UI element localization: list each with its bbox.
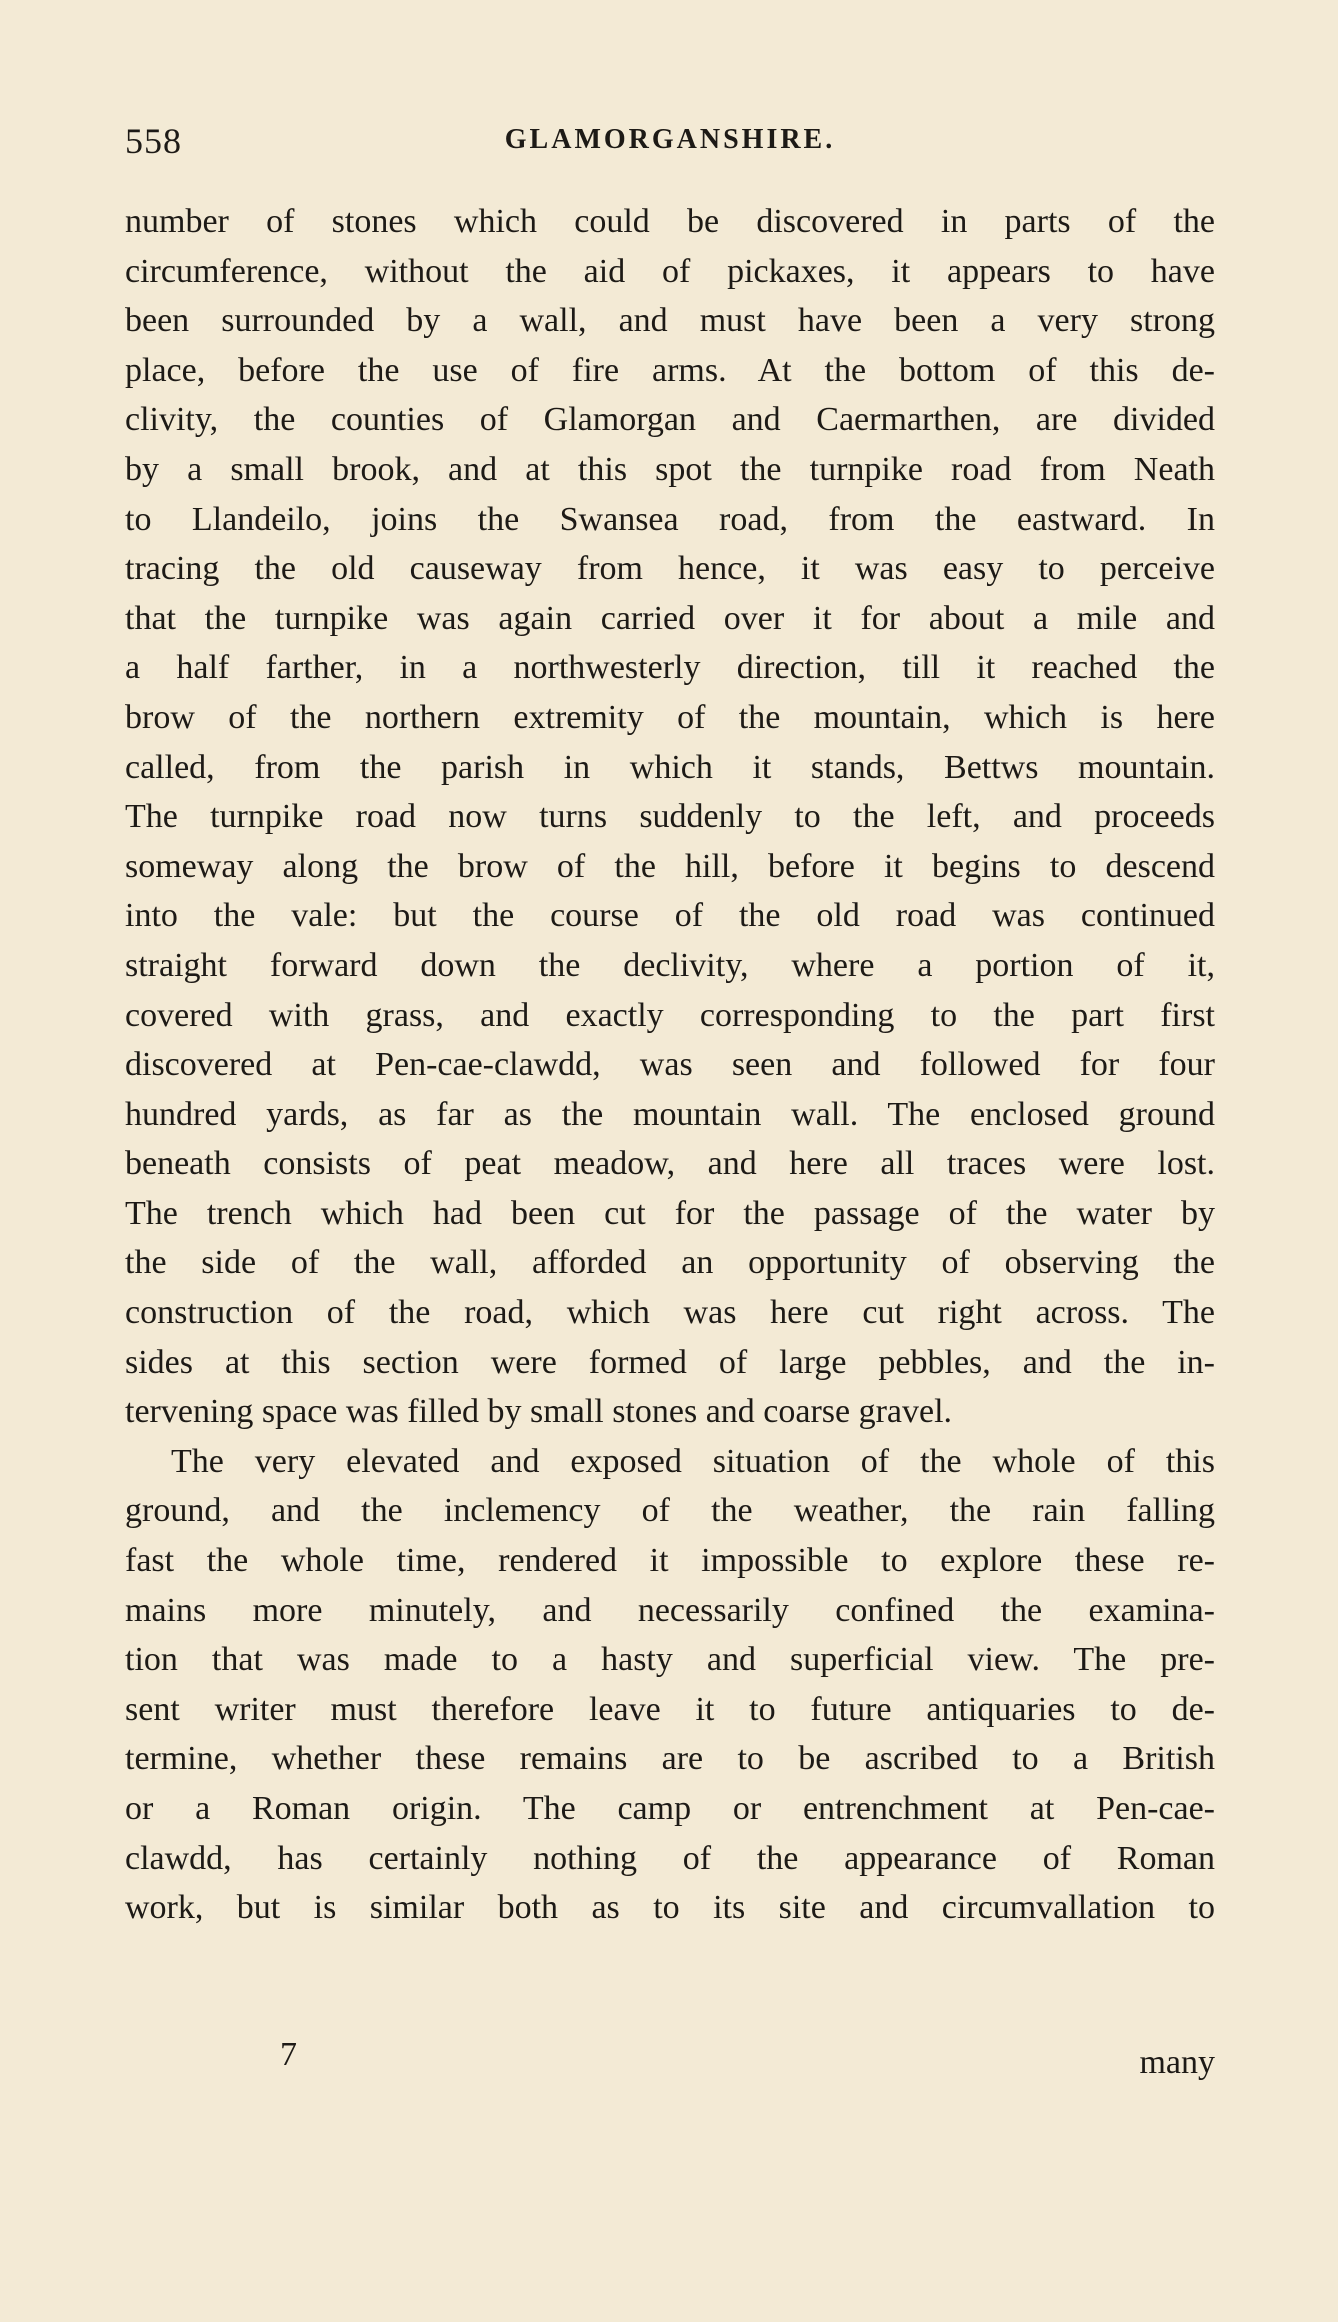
text-line: fast the whole time, rendered it impossible to explore these re-	[125, 1542, 1215, 1580]
text-line: beneath consists of peat meadow, and here all traces were lost.	[125, 1145, 1215, 1183]
text-line: construction of the road, which was here cut right across. The	[125, 1294, 1215, 1332]
text-line: clawdd, has certainly nothing of the appearance of Roman	[125, 1839, 1215, 1877]
text-line: the side of the wall, afforded an opportunity of observing the	[125, 1244, 1215, 1282]
text-line: hundred yards, as far as the mountain wall. The enclosed ground	[125, 1095, 1215, 1133]
text-line: discovered at Pen-cae-clawdd, was seen and followed for four	[125, 1046, 1215, 1084]
text-line: straight forward down the declivity, where a portion of it,	[125, 946, 1215, 984]
text-line: or a Roman origin. The camp or entrenchment at Pen-cae-	[125, 1790, 1215, 1827]
text-line: by a small brook, and at this spot the turnpike road from Neath	[125, 450, 1215, 488]
text-line: The very elevated and exposed situation of the whole of this	[171, 1442, 1215, 1480]
text-line: to Llandeilo, joins the Swansea road, from the eastward. In	[125, 500, 1215, 538]
text-line: someway along the brow of the hill, before it begins to descend	[125, 847, 1215, 885]
text-line: circumference, without the aid of pickaxes, it appears to have	[125, 252, 1215, 290]
text-line: that the turnpike was again carried over it for about a mile and	[125, 599, 1215, 637]
text-line: work, but is similar both as to its site and circumvallation to	[125, 1889, 1215, 1927]
text-line: sides at this section were formed of large pebbles, and the in-	[125, 1343, 1215, 1381]
text-line: a half farther, in a northwesterly direction, till it reached the	[125, 649, 1215, 687]
running-head: GLAMORGANSHIRE.	[504, 124, 836, 155]
text-line: been surrounded by a wall, and must have been a very strong	[125, 302, 1215, 340]
text-line: covered with grass, and exactly corresponding to the part first	[125, 996, 1215, 1034]
text-line: tion that was made to a hasty and superficial view. The pre-	[125, 1641, 1215, 1679]
text-line: sent writer must therefore leave it to future antiquaries to de-	[125, 1690, 1215, 1728]
signature-mark: 7	[280, 2036, 297, 2073]
body-text	[125, 197, 1215, 1933]
text-line: tervening space was filled by small stones and coarse gravel.	[125, 1393, 953, 1431]
text-line: brow of the northern extremity of the mountain, which is here	[125, 698, 1215, 736]
text-line: place, before the use of fire arms. At the bottom of this de-	[125, 351, 1215, 389]
text-line: into the vale: but the course of the old road was continued	[125, 897, 1215, 935]
text-line: ground, and the inclemency of the weather, the rain falling	[125, 1492, 1215, 1530]
text-line: The turnpike road now turns suddenly to the left, and proceeds	[125, 798, 1215, 836]
text-line: number of stones which could be discovered in parts of the	[125, 203, 1215, 240]
page-footer	[125, 2036, 1215, 2086]
catchword: many	[1139, 2044, 1215, 2081]
page-header	[125, 120, 1215, 170]
text-line: clivity, the counties of Glamorgan and Caermarthen, are divided	[125, 401, 1215, 439]
text-line: termine, whether these remains are to be ascribed to a British	[125, 1740, 1215, 1778]
text-line: tracing the old causeway from hence, it was easy to perceive	[125, 550, 1215, 588]
text-line: The trench which had been cut for the passage of the water by	[125, 1194, 1215, 1232]
text-line: called, from the parish in which it stands, Bettws mountain.	[125, 748, 1215, 786]
page-number: 558	[125, 121, 182, 161]
text-line: mains more minutely, and necessarily confined the examina-	[125, 1591, 1215, 1629]
